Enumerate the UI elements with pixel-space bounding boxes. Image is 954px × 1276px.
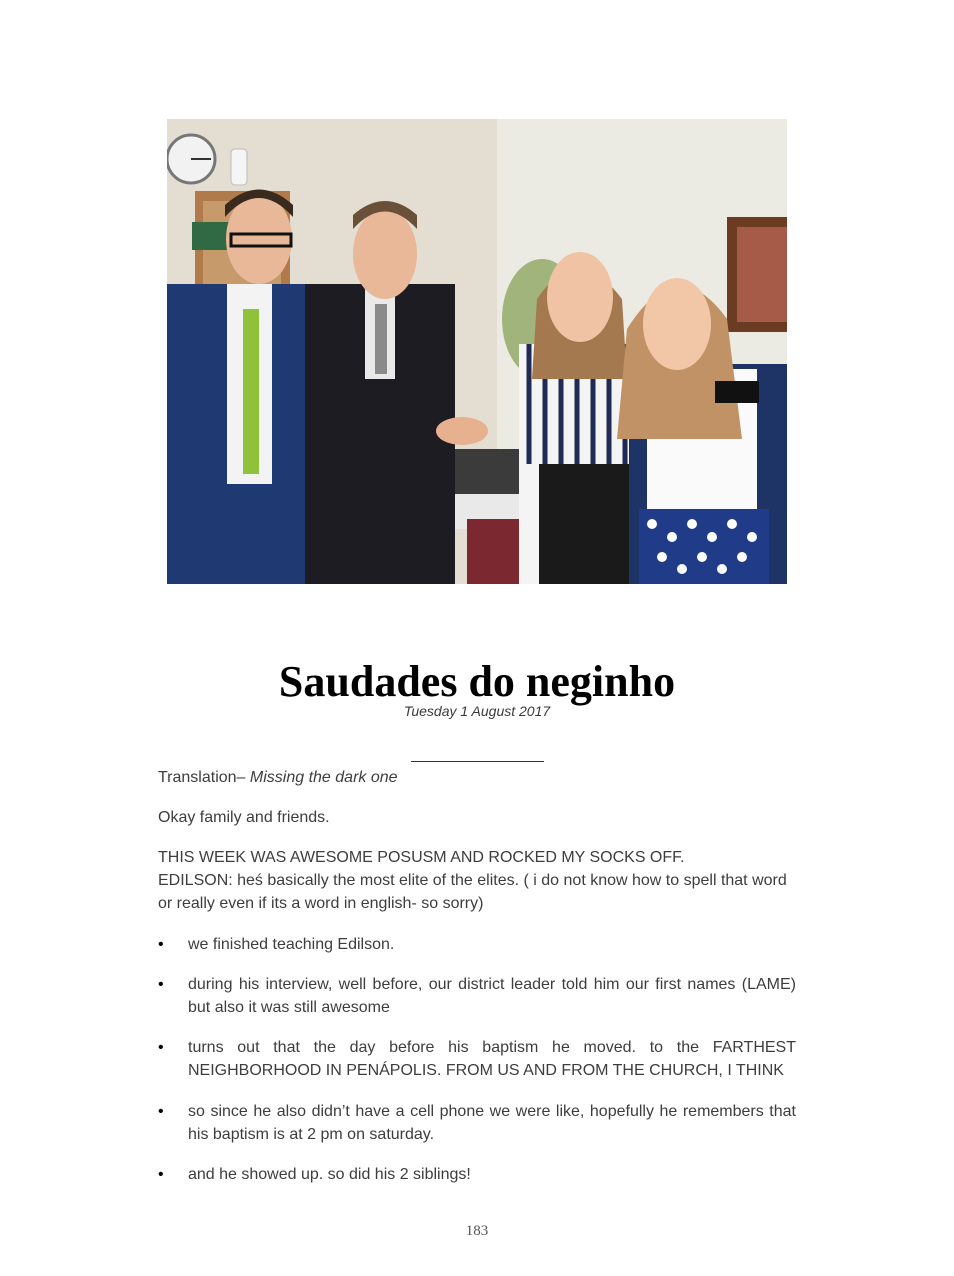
missionaries-photo	[167, 119, 787, 584]
bullet-icon: •	[158, 936, 164, 953]
list-item-text: during his interview, well before, our district leader told him our first names (LAME) but also it was still awesome	[188, 976, 796, 1016]
translation-label: Translation–	[158, 769, 246, 786]
paragraph-1	[158, 846, 796, 915]
greeting: Okay family and friends.	[158, 809, 330, 826]
list-item-text: and he showed up. so did his 2 siblings!	[188, 1166, 471, 1183]
translation-line	[158, 766, 796, 789]
post-date: Tuesday 1 August 2017	[403, 703, 551, 719]
page-title: Saudades do neginho	[278, 657, 676, 706]
bullet-icon: •	[158, 1166, 164, 1183]
list-item-text: turns out that the day before his baptism he moved. to the FARTHEST NEIGHBORHOOD IN PENÁPOLIS. FROM US AND FROM THE CHURCH, I THINK	[188, 1039, 796, 1079]
bullet-icon: •	[158, 1039, 164, 1056]
translation-value: Missing the dark one	[249, 769, 398, 786]
paragraph-1-line-1: THIS WEEK WAS AWESOME POSUSM AND ROCKED MY SOCKS OFF.	[158, 849, 685, 866]
divider	[411, 761, 544, 762]
list-item-text: we finished teaching Edilson.	[188, 936, 395, 953]
bullet-icon: •	[158, 976, 164, 993]
bullet-icon: •	[158, 1103, 164, 1120]
list-item-text: so since he also didn’t have a cell phone we were like, hopefully he remembers that his baptism is at 2 pm on saturday.	[188, 1103, 796, 1143]
page-number: 183	[465, 1223, 489, 1239]
paragraph-1-line-2: EDILSON: heś basically the most elite of the elites. ( i do not know how to spell that word or really even if its a word in english- so sorry)	[158, 872, 787, 912]
